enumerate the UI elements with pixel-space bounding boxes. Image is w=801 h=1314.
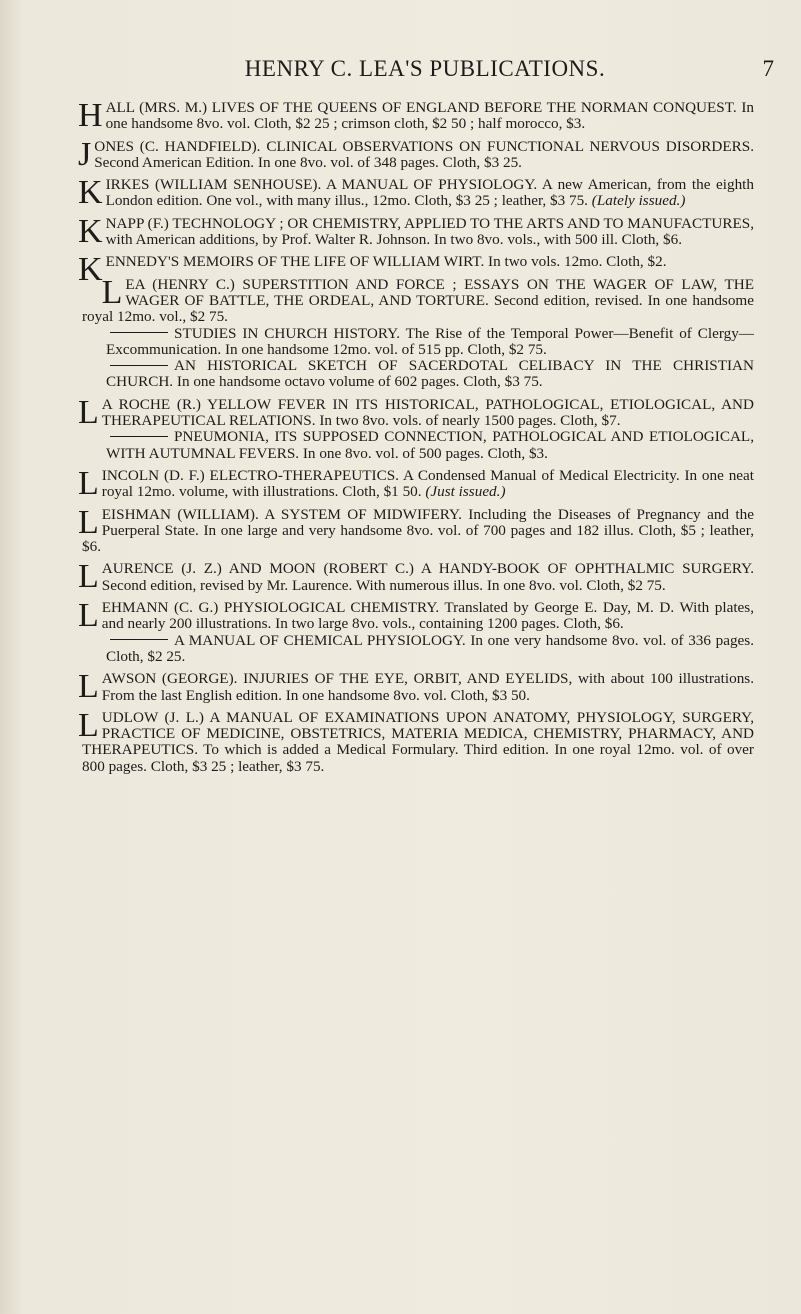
entry-note: (Lately issued.) [591, 192, 686, 210]
catalog-entry [78, 97, 754, 134]
entry-body: AWSON (GEORGE). INJURIES OF THE EYE, ORBIT, AND EYELIDS, with about 100 illustrations. From the last English edition. In one handsome 8vo. vol. Cloth, $3 50. [101, 670, 754, 704]
entry-body: EHMANN (C. G.) PHYSIOLOGICAL CHEMISTRY. Translated by George E. Day, M. D. With plates, and nearly 200 illustrations. In two large 8vo. vols., containing 1200 pages. Cloth, $6. [101, 599, 754, 633]
sub-entry [82, 358, 754, 391]
ditto-rule [110, 436, 168, 437]
sub-entry-body: A MANUAL OF CHEMICAL PHYSIOLOGY. In one very handsome 8vo. vol. of 336 pages. Cloth, $2 25. [106, 631, 754, 665]
entry-body: IRKES (WILLIAM SENHOUSE). A MANUAL OF PHYSIOLOGY. A new American, from the eighth London edition. One vol., with many illus., 12mo. Cloth, $3 25 ; leather, $3 75. [105, 176, 754, 210]
page-number: 7 [762, 56, 774, 81]
entry-text [78, 503, 754, 556]
entry-text [78, 174, 754, 212]
sub-entry [82, 429, 754, 462]
entry-text [78, 558, 754, 596]
catalog-entry [78, 174, 754, 212]
drop-cap: K [78, 212, 103, 250]
entry-body: NAPP (F.) TECHNOLOGY ; OR CHEMISTRY, APPLIED TO THE ARTS AND TO MANUFACTURES, with American additions, by Prof. Walter R. Johnson. In two 8vo. vols., with 500 ill. Cloth, $6. [105, 214, 754, 249]
catalog-entries [78, 97, 754, 781]
catalog-entry [78, 668, 754, 706]
catalog-entry [78, 706, 754, 775]
catalog-entry [78, 464, 754, 502]
ditto-rule [110, 365, 168, 366]
catalog-entry [78, 597, 754, 665]
drop-cap: L [78, 597, 99, 635]
entry-body: A ROCHE (R.) YELLOW FEVER IN ITS HISTORICAL, PATHOLOGICAL, ETIOLOGICAL, AND THERAPEUTICAL RELATIONS. In two 8vo. vols. of nearly 1500 pages. Cloth, $7. [101, 395, 754, 430]
drop-cap: L [78, 464, 99, 502]
drop-cap: J [78, 135, 92, 173]
entry-body: EA (HENRY C.) SUPERSTITION AND FORCE ; ESSAYS ON THE WAGER OF LAW, THE WAGER OF BATTLE, THE ORDEAL, AND TORTURE. Second edition, revised. In one handsome royal 12mo. vol., $2 75. [82, 275, 754, 326]
page-title: HENRY C. LEA'S PUBLICATIONS. [244, 56, 606, 81]
drop-cap: L [78, 558, 99, 596]
entry-body: INCOLN (D. F.) ELECTRO-THERAPEUTICS. A Condensed Manual of Medical Electricity. In one neat royal 12mo. volume, with illustrations. Cloth, $1 50. [101, 466, 754, 501]
drop-cap: L [78, 668, 99, 706]
entry-note: (Just issued.) [425, 483, 506, 501]
catalog-entry [78, 135, 754, 173]
sub-entry-text [82, 326, 754, 359]
drop-cap: L [78, 706, 99, 744]
ditto-rule [110, 639, 168, 640]
sub-entry-text [82, 358, 754, 391]
catalog-entry [78, 558, 754, 596]
entry-body: UDLOW (J. L.) A MANUAL OF EXAMINATIONS UPON ANATOMY, PHYSIOLOGY, SURGERY, PRACTICE OF MEDICINE, OBSTETRICS, MATERIA MEDICA, CHEMISTRY, PHARMACY, AND THERAPEUTICS. To which is added a Medical Formulary. Third edition. In one royal 12mo. vol. of over 800 pages. Cloth, $3 25 ; leather, $3 75. [82, 708, 754, 775]
sub-entry [82, 633, 754, 666]
entry-text [78, 135, 754, 173]
entry-body: ALL (MRS. M.) LIVES OF THE QUEENS OF ENGLAND BEFORE THE NORMAN CONQUEST. In one handsome 8vo. vol. Cloth, $2 25 ; crimson cloth, $2 50 ; half morocco, $3. [105, 99, 754, 133]
catalog-entry [78, 251, 754, 289]
sub-entry [82, 326, 754, 359]
entry-text [78, 464, 754, 502]
entry-text [78, 668, 754, 706]
catalog-entry [78, 212, 754, 250]
catalog-entry [78, 393, 754, 462]
drop-cap: L [78, 393, 99, 431]
entry-text [78, 251, 754, 289]
sub-entry-body: PNEUMONIA, ITS SUPPOSED CONNECTION, PATHOLOGICAL AND ETIOLOGICAL, WITH AUTUMNAL FEVERS. In one 8vo. vol. of 500 pages. Cloth, $3. [106, 428, 754, 462]
catalog-entry [78, 503, 754, 556]
sub-entry-text [82, 429, 754, 462]
drop-cap: K [78, 174, 103, 212]
entry-text [78, 97, 754, 134]
entry-body: AURENCE (J. Z.) AND MOON (ROBERT C.) A HANDY-BOOK OF OPHTHALMIC SURGERY. Second edition, revised by Mr. Laurence. With numerous illus. In one 8vo. vol. Cloth, $2 75. [101, 560, 754, 594]
entry-body: EISHMAN (WILLIAM). A SYSTEM OF MIDWIFERY. Including the Diseases of Pregnancy and the Puerperal State. In one large and very handsome 8vo. vol. of 700 pages and 182 illus. Cloth, $5 ; leather, $6. [82, 505, 754, 556]
catalog-entry [82, 273, 754, 391]
drop-cap: K [78, 251, 103, 289]
sub-entry-body: AN HISTORICAL SKETCH OF SACERDOTAL CELIBACY IN THE CHRISTIAN CHURCH. In one handsome octavo volume of 602 pages. Cloth, $3 75. [106, 357, 754, 391]
drop-cap: H [78, 97, 103, 134]
ditto-rule [110, 332, 168, 333]
sub-entry-text [82, 633, 754, 666]
drop-cap: L [101, 273, 123, 311]
entry-text [78, 393, 754, 431]
drop-cap: L [78, 503, 99, 541]
entry-text [78, 706, 754, 775]
entry-text [82, 273, 754, 326]
entry-body: ENNEDY'S MEMOIRS OF THE LIFE OF WILLIAM WIRT. In two vols. 12mo. Cloth, $2. [105, 253, 667, 271]
entry-text [78, 212, 754, 250]
running-head [70, 56, 780, 86]
sub-entry-body: STUDIES IN CHURCH HISTORY. The Rise of the Temporal Power—Benefit of Clergy—Excommunication. In one handsome 12mo. vol. of 515 pp. Cloth, $2 75. [106, 324, 754, 358]
entry-text [78, 597, 754, 635]
entry-body: ONES (C. HANDFIELD). CLINICAL OBSERVATIONS ON FUNCTIONAL NERVOUS DISORDERS. Second American Edition. In one 8vo. vol. of 348 pages. Cloth, $3 25. [94, 137, 754, 171]
